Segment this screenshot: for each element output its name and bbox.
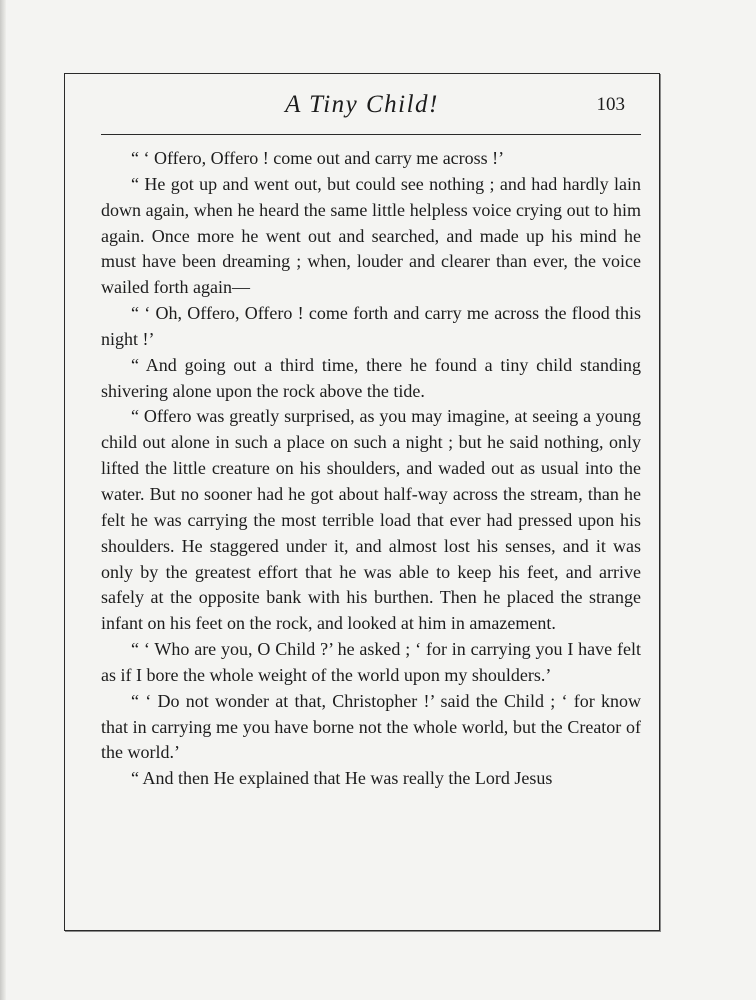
- page-header: [65, 88, 659, 122]
- header-rule: [101, 134, 641, 135]
- paragraph: “ And then He explained that He was really the Lord Jesus: [131, 768, 553, 789]
- running-title: A Tiny Child!: [285, 91, 439, 118]
- page-number: 103: [596, 94, 625, 115]
- paragraph: “ And going out a third time, there he found a tiny child standing shivering alone upon the rock above the tide.: [101, 354, 641, 401]
- paragraph: “ ‘ Offero, Offero ! come out and carry me across !’: [131, 148, 505, 168]
- body-text: [101, 146, 641, 792]
- page-frame: [64, 73, 660, 931]
- paragraph: “ ‘ Oh, Offero, Offero ! come forth and carry me across the flood this night !’: [101, 303, 641, 349]
- paragraph: “ ‘ Who are you, O Child ?’ he asked ; ‘ for in carrying you I have felt as if I bore the whole weight of the world upon my shoulders.’: [101, 639, 641, 685]
- paragraph: “ ‘ Do not wonder at that, Christopher !’ said the Child ; ‘ for know that in carrying me you have borne not the whole world, but the Creator of the world.’: [101, 690, 641, 763]
- paragraph: “ Offero was greatly surprised, as you may imagine, at seeing a young child out alone in such a place on such a night ; but he said nothing, only lifted the little creature on his shoulders, and waded out as usual into the water. But no sooner had he got about half-way across the stream, than he felt he was carrying the most terrible load that ever had pressed upon his shoulders. He staggered under it, and almost lost his senses, and it was only by the greatest effort that he was able to keep his feet, and arrive safely at the opposite bank with his burthen. Then he placed the strange infant on his feet on the rock, and looked at him in amazement.: [101, 406, 641, 634]
- page-edge-shadow: [0, 0, 6, 1000]
- paragraph: “ He got up and went out, but could see nothing ; and had hardly lain down again, when he heard the same little helpless voice crying out to him again. Once more he went out and searched, and made up his mind he must have been dreaming ; when, louder and clearer than ever, the voice wailed forth again—: [101, 173, 641, 298]
